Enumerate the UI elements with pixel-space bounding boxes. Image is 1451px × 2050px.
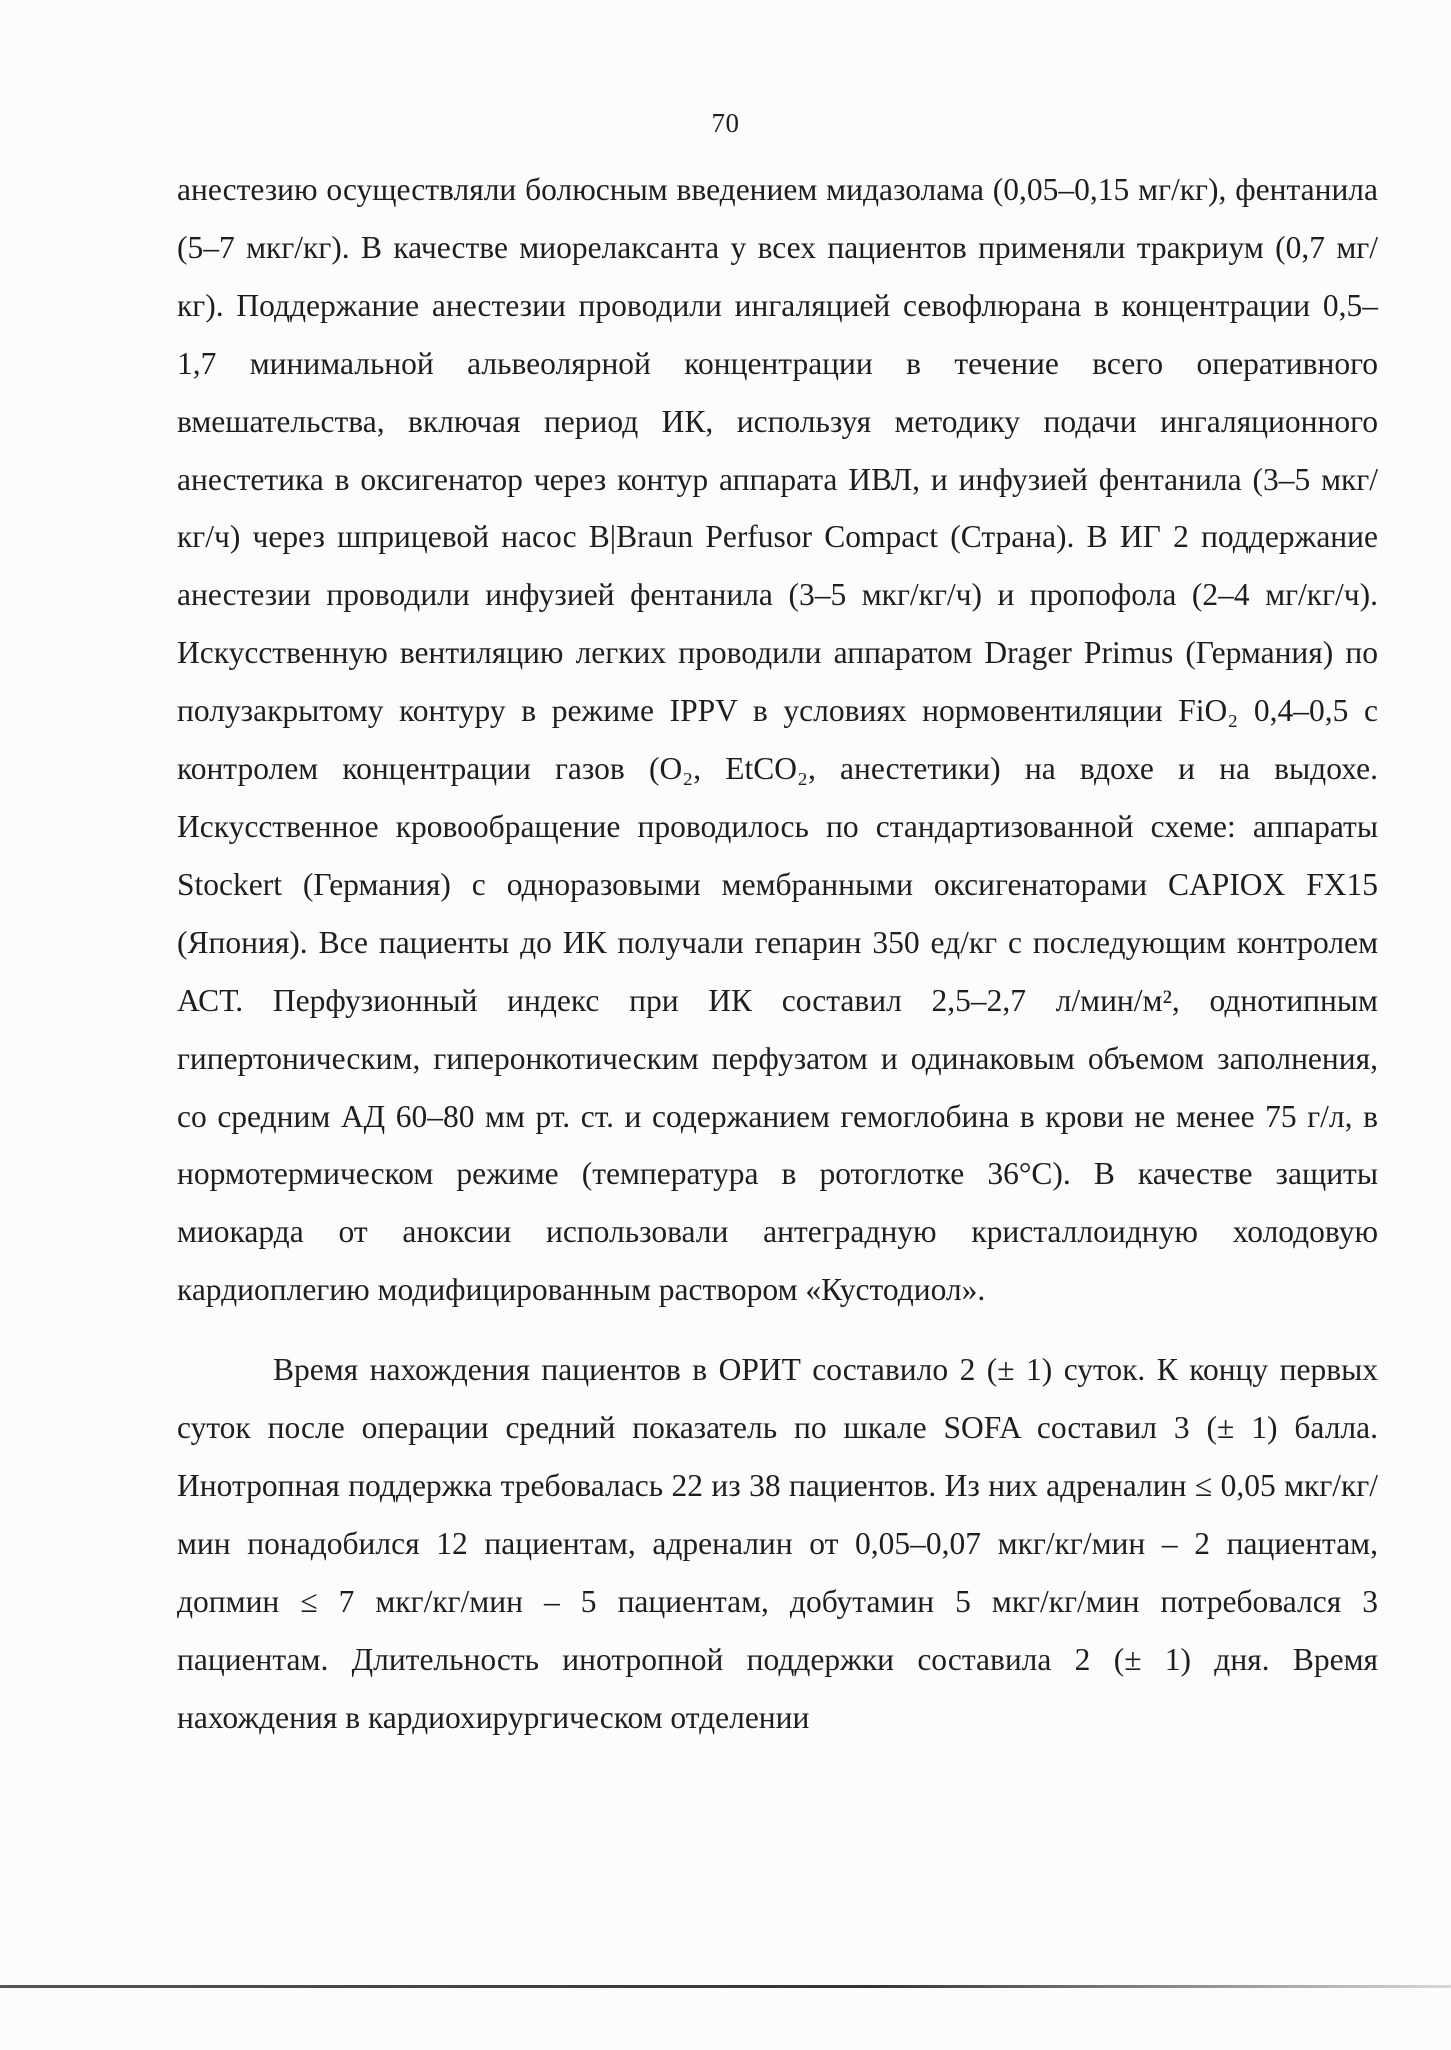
paragraph-anesthesia: анестезию осуществляли болюсным введением мидазолама (0,05–0,15 мг/кг), фентанила (5–7 мкг/кг). В качестве миорелаксанта у всех пациентов применяли тракриум (0,7 мг/кг). Поддержание анестезии проводили ингаляцией севофлюрана в концентрации 0,5–1,7 минимальной альвеолярной концентрации в течение всего оперативного вмешательства, включая период ИК, используя методику подачи ингаляционного анестетика в оксигенатор через контур аппарата ИВЛ, и инфузией фентанила (3–5 мкг/кг/ч) через шприцевой насос B|Braun Perfusor Compact (Страна). В ИГ 2 поддержание анестезии проводили инфузией фентанила (3–5 мкг/кг/ч) и пропофола (2–4 мг/кг/ч). Искусственную вентиляцию легких проводили аппаратом Drager Primus (Германия) по полузакрытому контуру в режиме IPPV в условиях нормовентиляции FiO₂ 0,4–0,5 с контролем концентрации газов (O₂, EtCO₂, анестетики) на вдохе и на выдохе. Искусственное кровообращение проводилось по стандартизованной схеме: аппараты Stockert (Германия) с одноразовыми мембранными оксигенаторами CAPIOX FX15 (Япония). Все пациенты до ИК получали гепарин 350 ед/кг с последующим контролем АСТ. Перфузионный индекс при ИК составил 2,5–2,7 л/мин/м², однотипным гипертоническим, гиперонкотическим перфузатом и одинаковым объемом заполнения, со средним АД 60–80 мм рт. ст. и содержанием гемоглобина в крови не менее 75 г/л, в нормотермическом режиме (температура в ротоглотке 36°С). В качестве защиты миокарда от аноксии использовали антеградную кристаллоидную холодовую кардиоплегию модифицированным раствором «Кустодиол».: [177, 172, 1378, 1308]
scan-edge-line: [0, 1985, 1451, 1988]
paragraph-icu-stay: Время нахождения пациентов в ОРИТ составило 2 (± 1) суток. К концу первых суток после операции средний показатель по шкале SOFA составил 3 (± 1) балла. Инотропная поддержка требовалась 22 из 38 пациентов. Из них адреналин ≤ 0,05 мкг/кг/мин понадобился 12 пациентам, адреналин от 0,05–0,07 мкг/кг/мин – 2 пациентам, допмин ≤ 7 мкг/кг/мин – 5 пациентам, добутамин 5 мкг/кг/мин потребовался 3 пациентам. Длительность инотропной поддержки составила 2 (± 1) дня. Время нахождения в кардиохирургическом отделении: [177, 1352, 1378, 1735]
page-number: 70: [711, 108, 740, 138]
body-text: [177, 161, 1378, 1746]
